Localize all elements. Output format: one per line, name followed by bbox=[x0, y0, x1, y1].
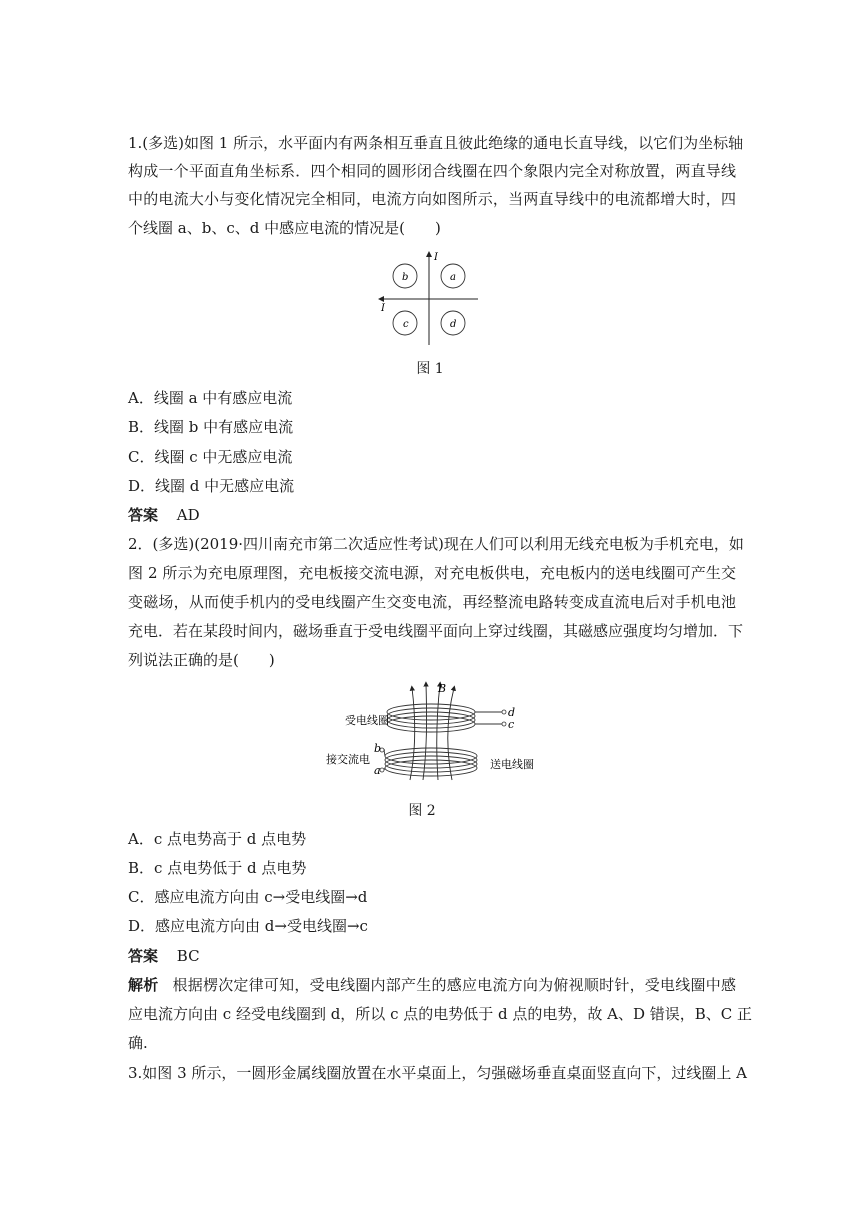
send-coil bbox=[385, 748, 477, 776]
figure-2-caption: 图 2 bbox=[408, 803, 436, 819]
label-d: d bbox=[508, 706, 516, 719]
coil-c-label: c bbox=[403, 319, 409, 330]
coil-a-label: a bbox=[450, 272, 456, 283]
q1-line-1: 1.(多选)如图 1 所示，水平面内有两条相互垂直且彼此绝缘的通电长直导线，以它们为坐标轴 bbox=[128, 134, 744, 152]
label-c: c bbox=[508, 718, 515, 731]
q1-option-b: B．线圈 b 中有感应电流 bbox=[128, 418, 294, 436]
q1-line-4: 个线圈 a、b、c、d 中感应电流的情况是( ) bbox=[128, 219, 441, 237]
q2-answer-label: 答案 bbox=[128, 947, 159, 965]
q1-answer-value: AD bbox=[176, 506, 200, 524]
q1-line-3: 中的电流大小与变化情况完全相同，电流方向如图所示，当两直导线中的电流都增大时，四 bbox=[128, 190, 736, 208]
coil-b-label: b bbox=[402, 272, 409, 283]
q1-answer-row bbox=[128, 504, 200, 526]
q2-analysis-line-3: 确. bbox=[128, 1034, 148, 1052]
figure-2-diagram bbox=[318, 680, 548, 780]
figure-1-caption: 图 1 bbox=[416, 361, 444, 377]
q2-option-d: D．感应电流方向由 d→受电线圈→c bbox=[128, 917, 368, 935]
q2-analysis-label: 解析 bbox=[128, 976, 159, 994]
q2-option-c: C．感应电流方向由 c→受电线圈→d bbox=[128, 888, 368, 906]
q2-line-1: 2．(多选)(2019·四川南充市第二次适应性考试)现在人们可以利用无线充电板为手机充电，如 bbox=[128, 535, 744, 553]
current-label-horizontal: I bbox=[381, 303, 385, 314]
q2-answer-row bbox=[128, 945, 200, 967]
q2-line-3: 变磁场，从而使手机内的受电线圈产生交变电流，再经整流电路转变成直流电后对手机电池 bbox=[128, 593, 736, 611]
q2-option-b: B．c 点电势低于 d 点电势 bbox=[128, 859, 307, 877]
q2-line-5: 列说法正确的是( ) bbox=[128, 651, 275, 669]
receive-coil bbox=[387, 704, 475, 732]
q3-line-1: 3.如图 3 所示，一圆形金属线圈放置在水平桌面上，匀强磁场垂直桌面竖直向下，过线圈上 A bbox=[128, 1064, 747, 1082]
q2-option-a: A．c 点电势高于 d 点电势 bbox=[128, 830, 307, 848]
q1-answer-label: 答案 bbox=[128, 506, 159, 524]
q1-line-2: 构成一个平面直角坐标系．四个相同的圆形闭合线圈在四个象限内完全对称放置，两直导线 bbox=[128, 162, 736, 180]
q2-line-2: 图 2 所示为充电原理图，充电板接交流电源，对充电板供电，充电板内的送电线圈可产生交 bbox=[128, 564, 736, 582]
label-ac-source: 接交流电 bbox=[326, 753, 370, 766]
q2-line-4: 充电．若在某段时间内，磁场垂直于受电线圈平面向上穿过线圈，其磁感应强度均匀增加．下 bbox=[128, 622, 744, 640]
coil-d-label: d bbox=[450, 319, 457, 330]
label-B: B bbox=[438, 682, 447, 695]
label-receive-coil: 受电线圈 bbox=[345, 714, 389, 727]
q1-option-d: D．线圈 d 中无感应电流 bbox=[128, 477, 295, 495]
q2-answer-value: BC bbox=[176, 947, 200, 965]
label-send-coil: 送电线圈 bbox=[490, 758, 534, 771]
current-label-vertical: I bbox=[434, 252, 438, 263]
q1-option-a: A．线圈 a 中有感应电流 bbox=[128, 389, 293, 407]
q2-analysis-line-2: 应电流方向由 c 经受电线圈到 d，所以 c 点的电势低于 d 点的电势，故 A、D 错误，B、C 正 bbox=[128, 1005, 753, 1023]
q1-option-c: C．线圈 c 中无感应电流 bbox=[128, 448, 293, 466]
q2-analysis-line-1 bbox=[128, 974, 736, 996]
q2-analysis-text-1: 根据楞次定律可知，受电线圈内部产生的感应电流方向为俯视顺时针，受电线圈中感 bbox=[172, 976, 736, 994]
label-b: b bbox=[374, 742, 382, 755]
label-a: a bbox=[374, 764, 381, 777]
figure-1-diagram bbox=[375, 250, 485, 350]
